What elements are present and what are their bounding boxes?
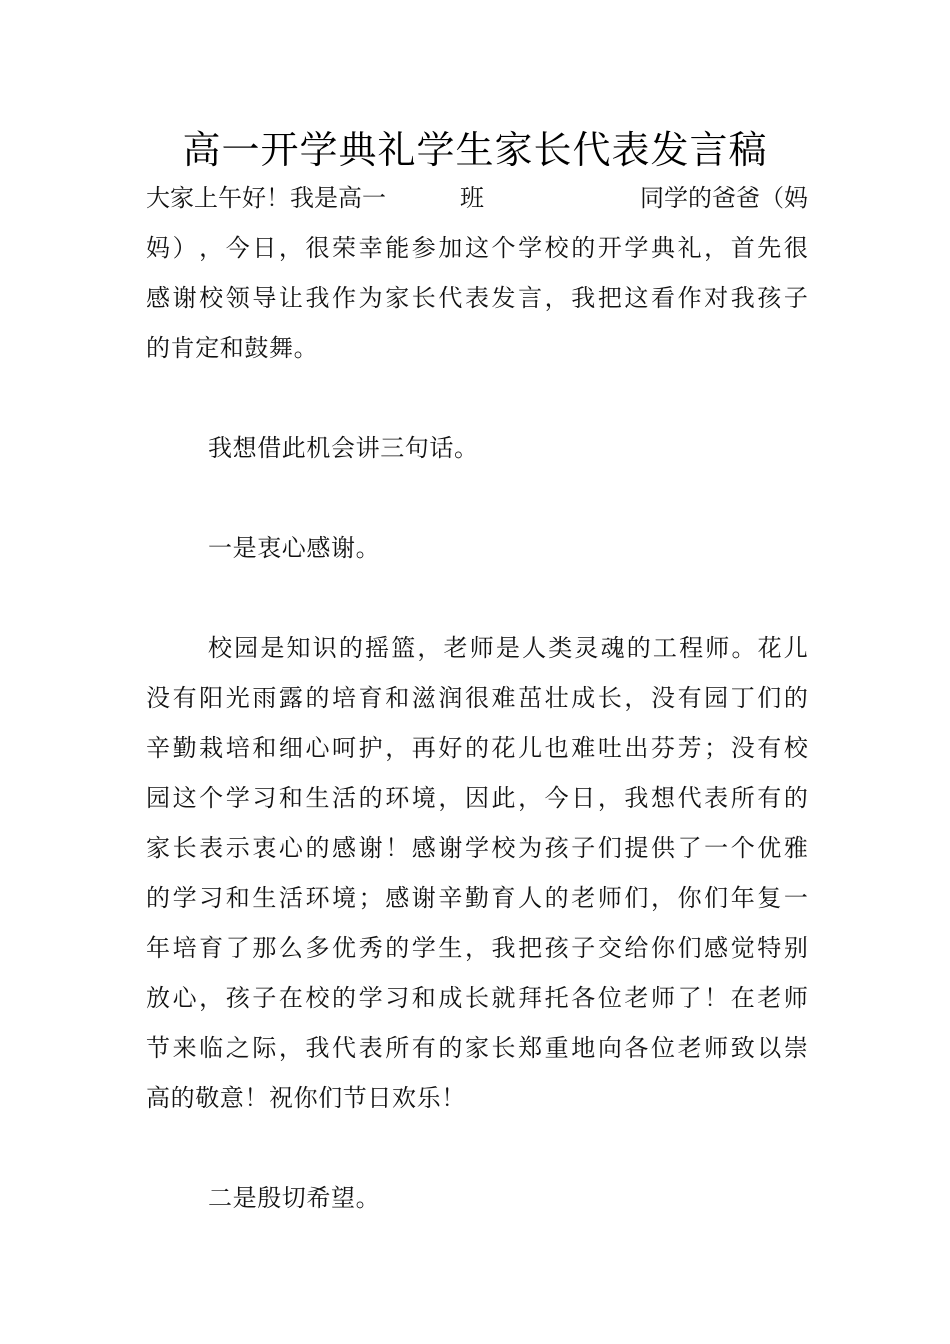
paragraph-spacer <box>146 473 808 523</box>
paragraph-intro-line-1 <box>146 173 808 223</box>
heading-point-one: 一是衷心感谢。 <box>208 534 381 562</box>
student-name-blank <box>494 173 630 223</box>
paragraph-gratitude-line-9: 节 来 临 之 际 ， 我 代 表 所 有 的 家 长 郑 重 地 向 各 位 老 师 致 以 崇 <box>146 1034 808 1062</box>
paragraph-gratitude-line-7: 年 培 育 了 那 么 多 优 秀 的 学 生 ， 我 把 孩 子 交 给 你 们 感 觉 特 别 <box>146 934 808 962</box>
paragraph-gratitude-line-8: 放 心 ， 孩 子 在 校 的 学 习 和 成 长 就 拜 托 各 位 老 师 了 ！ 在 老 师 <box>146 984 808 1012</box>
paragraph-gratitude-line-10: 高的敬意！祝你们节日欢乐！ <box>146 1084 466 1112</box>
paragraph-intro-line-3: 感 谢 校 领 导 让 我 作 为 家 长 代 表 发 言 ， 我 把 这 看 作 对 我 孩 子 <box>146 284 808 312</box>
paragraph-gratitude-line-1: 校 园 是 知 识 的 摇 篮 ， 老 师 是 人 类 灵 魂 的 工 程 师 。 花 儿 <box>208 634 808 662</box>
paragraph-intro-line-4: 的肯定和鼓舞。 <box>146 334 319 362</box>
paragraph-spacer <box>146 573 808 623</box>
paragraph-gratitude-line-3: 辛 勤 栽 培 和 细 心 呵 护 ， 再 好 的 花 儿 也 难 吐 出 芬 芳 ； 没 有 校 <box>146 734 808 762</box>
class-number-blank <box>396 173 450 223</box>
paragraph-three-points: 我想借此机会讲三句话。 <box>208 434 479 462</box>
paragraph-spacer <box>146 373 808 423</box>
intro-text-part-1: 大家上午好！我是高一 <box>146 184 386 212</box>
paragraph-spacer <box>146 1123 808 1173</box>
paragraph-gratitude-line-5: 家 长 表 示 衷 心 的 感 谢 ！ 感 谢 学 校 为 孩 子 们 提 供 了 一 个 优 雅 <box>146 834 808 862</box>
page-title: 高一开学典礼学生家长代表发言稿 <box>182 128 768 172</box>
paragraph-gratitude-line-4: 园 这 个 学 习 和 生 活 的 环 境 ， 因 此 ， 今 日 ， 我 想 代 表 所 有 的 <box>146 784 808 812</box>
document-body <box>146 173 808 1223</box>
paragraph-gratitude-line-2: 没 有 阳 光 雨 露 的 培 育 和 滋 润 很 难 茁 壮 成 长 ， 没 有 园 丁 们 的 <box>146 684 808 712</box>
intro-text-part-3: 同学的爸爸（妈 <box>640 184 808 212</box>
paragraph-gratitude-line-6: 的 学 习 和 生 活 环 境 ； 感 谢 辛 勤 育 人 的 老 师 们 ， 你 们 年 复 一 <box>146 884 808 912</box>
paragraph-intro-line-2: 妈 ） ， 今 日 ， 很 荣 幸 能 参 加 这 个 学 校 的 开 学 典 礼 ， 首 先 很 <box>146 234 808 262</box>
intro-text-part-2: 班 <box>460 184 484 212</box>
heading-point-two: 二是殷切希望。 <box>208 1184 381 1212</box>
